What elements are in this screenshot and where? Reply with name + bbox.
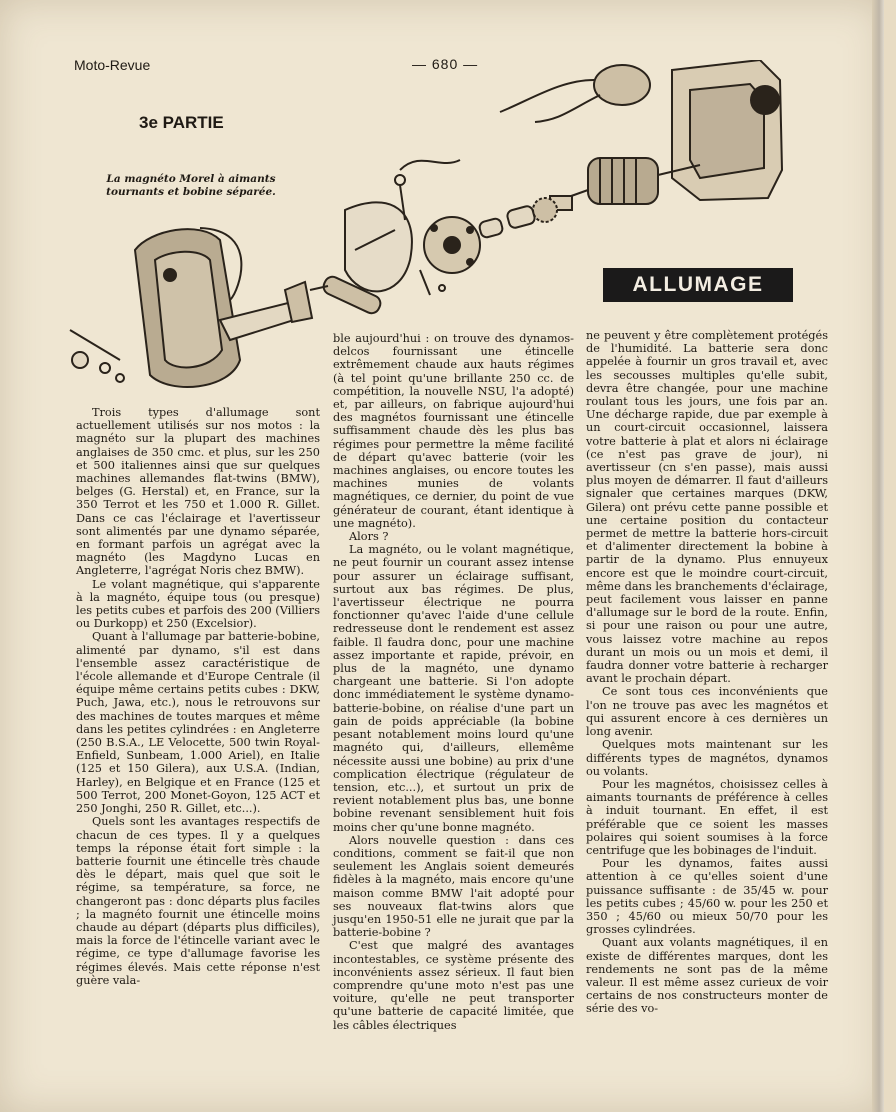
- section-title-banner: ALLUMAGE: [603, 268, 793, 302]
- breaker-plate: [424, 217, 480, 273]
- paragraph: Alors nouvelle question : dans ces conditions, comment se fait-il que non seulement les Anglais soient demeurés fidèles à la magnéto, mais encore qu'une maison comme BMW l'ait adopté pour ses nouveaux flat-twins alors que jusqu'en 1950-51 elle ne jurait que par la batterie-bobine ?: [333, 833, 574, 940]
- paragraph: Alors ?: [349, 530, 389, 544]
- gear-bushings: [478, 198, 557, 239]
- text-column-2: [333, 332, 574, 1032]
- coil-bobbin: [500, 65, 650, 122]
- magneto-housing: [672, 60, 782, 200]
- paragraph: C'est que malgré des avantages incontestables, ce système présente des inconvénients assez sérieux. Il faut bien comprendre qu'une moto n'est pas une voiture, qu'elle ne peut transporter qu'une batterie de capacité limitée, que les câbles électriques: [333, 939, 574, 1032]
- drive-clamp: [220, 282, 312, 340]
- paragraph: Ce sont tous ces inconvénients que l'on ne trouve pas avec les magnétos et qui assurent encore à ces dernières un long avenir.: [586, 685, 828, 739]
- paragraph: Quant aux volants magnétiques, il en existe de différentes marques, dont les rendements ne sont pas de la même valeur. Il est même assez curieux de voir certains de nos constructeurs monter de série des vo-: [586, 936, 828, 1016]
- magazine-name: Moto-Revue: [74, 57, 151, 73]
- paragraph: La magnéto, ou le volant magnétique, ne peut fournir un courant assez intense pour assurer un éclairage suffisant, surtout aux bas régimes. De plus, l'avertisseur électrique ne pourra fonctionner qu'avec l'aide d'une cellule redresseuse dont le rendement est assez faible. Il faudra donc, pour une machine assez importante et rapide, prévoir, en plus de la magnéto, une dynamo chargeant une batterie. Si l'on adopte donc immédiatement le système dynamo-batterie-bobine, on réalise d'une part un gain de poids appréciable (la bobine pesant notablement moins lourd qu'une magnéto qui, d'ailleurs, ellemême nécessite aussi une bobine) au prix d'une complication électrique (régulateur de tension, etc...), et surtout un prix de revient notablement plus bas, une bonne bobine revenant sensiblement huit fois moins cher qu'une bonne magnéto.: [333, 543, 574, 834]
- paragraph: Le volant magnétique, qui s'apparente à la magnéto, équipe tous (ou presque) les petits cubes et parfois des 200 (Villiers ou Durkopp) et 250 (Excelsior).: [76, 577, 320, 631]
- paragraph: Trois types d'allumage sont actuellement utilisés sur nos motos : la magnéto sur la plupart des machines anglaises de 350 cmc. et plus, sur les 250 et 500 italiennes ainsi que sur quelques machines allemandes flat-twins (BMW), belges (G. Herstal) et, en France, sur la 350 Terrot et les 750 et 1.000 R. Gillet. Dans ce cas l'éclairage et l'avertisseur sont alimentés par une dynamo séparée, en formant parfois un agrégat avec la magnéto (les Magdyno Lucas en Angleterre, l'agrégat Noris chez BMW).: [76, 406, 320, 578]
- text-column-3: [586, 329, 828, 1016]
- paragraph: ne peuvent y être complètement protégés de l'humidité. La batterie sera donc appelée à fournir un gros travail et, avec les secousses multiples qu'elle subit, devra être changée, pour une machine roulant tous les jours, une fois par an. Une décharge rapide, due par exemple à un court-circuit occasionnel, laissera votre batterie à plat et alors ni éclairage (ce n'est pas grave de jour), ni avertisseur (cn s'en passe), mais aussi plus moyen de démarrer. Il faut d'ailleurs signaler que certaines marques (DKW, Gilera) ont prévu cette panne possible et une certaine position du contacteur permet de mettre la batterie hors-circuit et d'alimenter directement la bobine à partir de la dynamo. Plus ennuyeux encore est que le moindre court-circuit, même dans les branchements d'éclairage, peut facilement vous laisser en panne d'allumage sur le bord de la route. Enfin, si pour une raison ou pour une autre, vous laissez votre machine au repos durant un mois ou un mois et demi, il faudra donner votre batterie à recharger avant le prochain départ.: [586, 329, 828, 686]
- paragraph: Pour les magnétos, choisissez celles à aimants tournants de préférence à celles à induit tournant. En effet, il est préférable que ce soient les masses polaires qui soient soumises à la force centrifuge que les bobinages de l'induit.: [586, 777, 828, 857]
- paragraph: ble aujourd'hui : on trouve des dynamos-delcos fournissant une étincelle extrêmement chaude aux hauts régimes (à tel point qu'une brillante 250 cc. de compétition, la nouvelle NSU, l'a adopté) et, par ailleurs, on fabrique aujourd'hui des magnétos fournissant une étincelle suffisamment chaude dès les plus bas régimes pour permettre la même facilité de départ qu'avec batterie (voir les machines anglaises, ou encore toutes les machines munies de volants magnétiques, ce dernier, du point de vue générateur de courant, étant identique à une magnéto).: [333, 332, 574, 530]
- paragraph: Quant à l'allumage par batterie-bobine, alimenté par dynamo, s'il est dans l'ensemble assez caractéristique de l'école allemande et d'Europe Centrale (il équipe même certains petits cubes : DKW, Puch, Jawa, etc.), nous le retrouvons sur des machines de toutes marques et même dans les petites cylindrées : en Angleterre (250 B.S.A., LE Velocette, 500 twin Royal-Enfield, Sunbeam, 1.000 Ariel), en Italie (125 et 150 Gilera), aux U.S.A. (Indian, Harley), en Belgique et en France (125 et 500 Terrot, 200 Monet-Goyon, 125 ACT et 250 Jonghi, 250 R. Gillet, etc...).: [76, 630, 320, 816]
- text-column-1: [76, 406, 320, 987]
- illustration-caption: La magnéto Morel à aimants tournants et bobine séparée.: [106, 173, 276, 198]
- paragraph: Quels sont les avantages respectifs de chacun de ces types. Il y a quelques temps la réponse était fort simple : la batterie fournit une étincelle très chaude dès le départ, mais quel que soit le régime, sa température, sa force, ne changeront pas : donc départs plus faciles ; la magnéto fournit une étincelle moins chaude au départ (départs plus difficiles), mais la force de l'étincelle variant avec le régime, ce type d'allumage favorise les régimes élevés. Mais cette réponse n'est guère vala-: [76, 815, 320, 987]
- part-heading: 3e PARTIE: [139, 113, 224, 132]
- magneto-cover: [135, 228, 241, 387]
- paragraph: Quelques mots maintenant sur les différents types de magnétos, dynamos ou volants.: [586, 738, 828, 778]
- paragraph: Pour les dynamos, faites aussi attention à ce qu'elles soient d'une puissance suffisante : de 35/45 w. pour les petits cubes ; 45/60 w. pour les 250 et 350 ; 45/60 ou mieux 50/70 pour les grosses cylindrées.: [586, 857, 828, 937]
- page-edge: [872, 0, 884, 1112]
- page-number: — 680 —: [412, 56, 479, 72]
